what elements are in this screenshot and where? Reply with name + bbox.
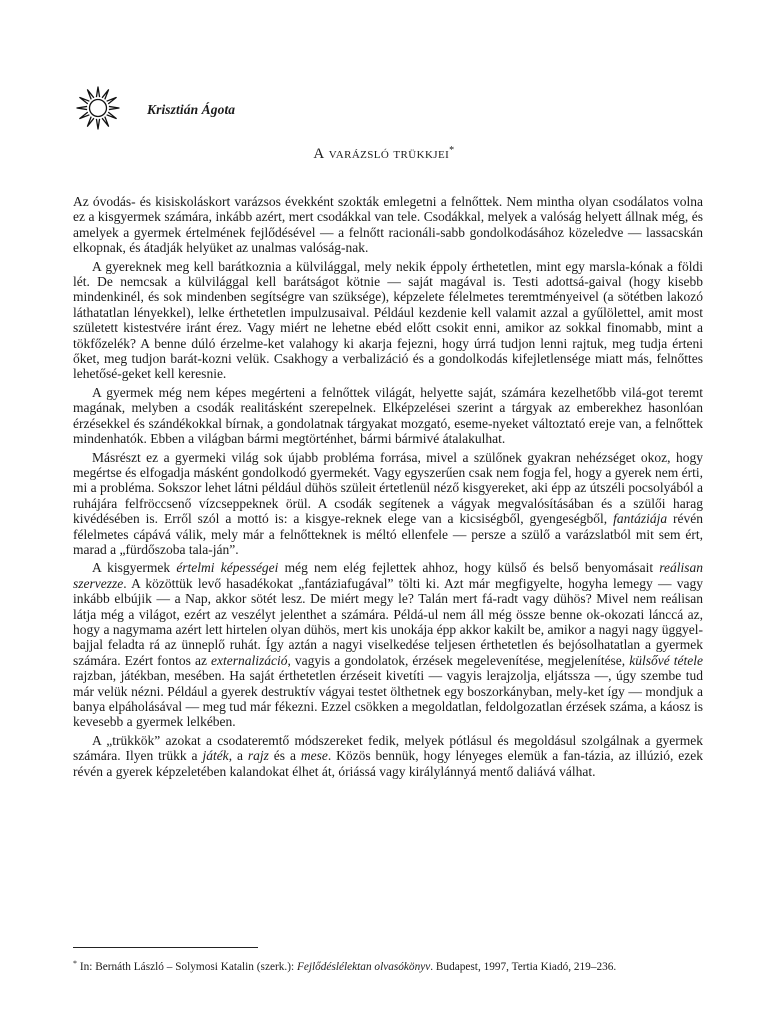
sun-ray — [77, 106, 87, 109]
italic-text: fantáziája — [613, 511, 668, 527]
sun-ray — [96, 87, 99, 97]
italic-text: externalizáció — [211, 652, 288, 668]
text-run: , vagyis a gondolatok, érzések megelevenítése, megjelenítése, — [287, 652, 630, 668]
title-footnote-marker: * — [449, 145, 455, 156]
sun-ray — [102, 117, 108, 127]
sun-ray — [88, 90, 94, 100]
text-run: . Budapest, 1997, Tertia Kiadó, 219–236. — [430, 961, 617, 973]
text-run: és a — [268, 748, 301, 764]
sun-ray — [107, 98, 117, 104]
text-run: . A közöttük levő hasadékokat „fantáziafugával” tölti ki. Azt már megfigyelte, hogyha lemegy — vagy inkább elbújik — a Nap, akkor sötét lesz. De miért megy le? Talán mert fá-radt vagy dühös? Mivel nem reálisan látja még a világot, ezért az veszélyt jelenthet a számára. Példá-ul nem áll még össze benne ok-okozati lánccá az, hogy a nagymama azért lett hirtelen olyan dühös, mert kis unokája épp akkor kakilt be, amikor a nagyi nagy üggyel-bajjal feladta rá az ünneplő ruhát. Így aztán a nagyi viselkedése teljesen érthetetlen és bejósolhatatlan a gyermek számára. Ezért fontos az — [73, 575, 703, 668]
sun-icon — [74, 84, 122, 132]
italic-text: külsővé tétele — [629, 652, 703, 668]
paragraph — [73, 450, 703, 558]
text-run: A „trükkök” azokat a csodateremtő módszereket fedik, melyek pótlásul és megoldásul szolgálnak a gyermek számára. Ilyen trükk a — [73, 732, 703, 764]
article-title — [0, 145, 768, 163]
sun-ray — [80, 98, 90, 104]
paragraph — [73, 733, 703, 779]
italic-text: reálisan szervezze — [73, 560, 703, 591]
text-run: Másrészt ez a gyermeki világ sok újabb probléma forrása, mivel a szülőnek gyakran nehézséget okoz, hogy megértse és elfogadja másként gondolkodó gyermekét. Vagy egyszerűen csak nem fogja fel, hogy a gyerek nem érti, mi a probléma. Sokszor lehet látni például dühös szüleit értetlenül néző kisgyereket, aki épp az útszéli pocsolyából a ruhájára felfröccsenő vízcseppeknek örül. A csodák segítenek a vágyak megvalósításában és a szülői harag kivédésében is. Erről szól a mottó is: a kisgye-reknek elege van a kicsiségből, gyengeségből, — [73, 449, 703, 527]
text-run: . Közös bennük, hogy lényeges elemük a fan-tázia, az illúzió, ezek révén a gyerek képzeletében kalandokat élhet át, óriássá vagy királylánnyá mentő daliává válhat. — [73, 748, 703, 779]
text-run: , a — [228, 748, 248, 764]
sun-ray — [109, 106, 119, 109]
text-run: A gyereknek meg kell barátkoznia a külvilággal, mely nekik éppoly érthetetlen, mint egy marsla-kónak a földi lét. De nemcsak a külvilággal kell barátságot kötnie — saját magával is. Testi adottsá-gaival (hogy kisebb mindenkinél, és sok mindenben segítségre van szüksége), képzelete félelmetes teremtményeivel (a sötétben lakozó láthatatlan lényekkel), lelke érthetetlen impulzusaival. Például kezdenie kell valamit azzal a gyűlölettel, amit most született kistestvére iránt érez. Vagy miért ne lehetne ebéd előtt csokit enni, amikor az sokkal finomabb, mint a tökfőzelék? A benne dúló érzelme-ket valahogy ki akarja fejezni, hogy úrrá tudjon lenni rajtuk, meg tudja érteni őket, meg tudjon barát-kozni velük. Csakhogy a verbalizáció és a gondolkodás kifejletlensége miatt más, felnőttes lehetősé-geket kell keresnie. — [73, 258, 703, 382]
text-run: A kisgyermek — [92, 560, 177, 576]
sun-ray — [96, 119, 99, 129]
paragraph — [73, 385, 703, 447]
italic-text: játék — [202, 748, 229, 764]
article-body — [73, 194, 703, 782]
text-run: rajzban, játékban, mesében. Ha saját érthetetlen érzéseit kivetíti — vagyis lerajzolja, eljátssza —, úgy szembe tud már velük nézni. Például a gyerek destruktív vágyai testet ölthetnek egy boszorkányban, mely-ket így — mondjuk a banya elpáholásával — meg tud már fékezni. Ezzel csökken a megoldatlan, feldolgozatlan érzések száma, a káosz is kevesebb a gyermek lelkében. — [73, 668, 703, 730]
italic-text: mese — [300, 748, 328, 764]
paragraph — [73, 560, 703, 729]
footnote-divider — [73, 947, 258, 948]
sun-ray — [107, 112, 117, 118]
sun-ray — [102, 90, 108, 100]
sun-ray — [88, 117, 94, 127]
text-run: A gyermek még nem képes megérteni a felnőttek világát, helyette saját, számára kezelhetőbb vilá-got teremt magának, melyben a csodák realitásként szerepelnek. Elképzelései szerint a tárgyak az emberekhez hasonlóan érzésekkel és szándékokkal bírnak, a gondolatnak tárgyakat mozgató, eseme-nyeket változtató ereje van, a felnőttek mindenhatók. Ebben a világban bármi megtörténhet, bármi bármivé átalakulhat. — [73, 384, 703, 447]
footnote-marker: * — [73, 959, 77, 968]
author-name: Krisztián Ágota — [147, 102, 236, 117]
italic-text: rajz — [247, 748, 269, 764]
text-run: még nem elég fejlettek ahhoz, hogy külső és belső benyomásait — [278, 560, 660, 576]
title-initial: A — [313, 146, 325, 162]
text-run: révén félelmetes cápává válik, mely már a felnőtteknek is méltó ellenfele — persze a szülő a varázslatból mit sem ért, marad a „fürdőszoba tala-ján”. — [73, 511, 704, 557]
title-text: varázsló trükkjei — [324, 146, 450, 162]
paragraph — [73, 194, 703, 256]
sun-ray — [80, 112, 90, 118]
paragraph — [73, 259, 703, 382]
text-run: In: Bernáth László – Solymosi Katalin (szerk.): — [77, 961, 297, 973]
footnote — [73, 957, 713, 974]
italic-text: értelmi képességei — [176, 560, 279, 576]
italic-text: Fejlődéslélektan olvasókönyv — [296, 961, 431, 973]
text-run: Az óvodás- és kisiskoláskort varázsos évekként szokták emlegetni a felnőttek. Nem mintha olyan csodálatos volna ez a kisgyermek számára, inkább azért, mert csodákkal van tele. Csodákkal, melyek a valóság helyett állnak még, és amelyek a gyermek értelmének fejlődésével — a felnőtt racionáli-sabb gondolkodásához közeledve — lassacskán elkopnak, és átadják helyüket az unalmas valóság-nak. — [73, 194, 703, 256]
